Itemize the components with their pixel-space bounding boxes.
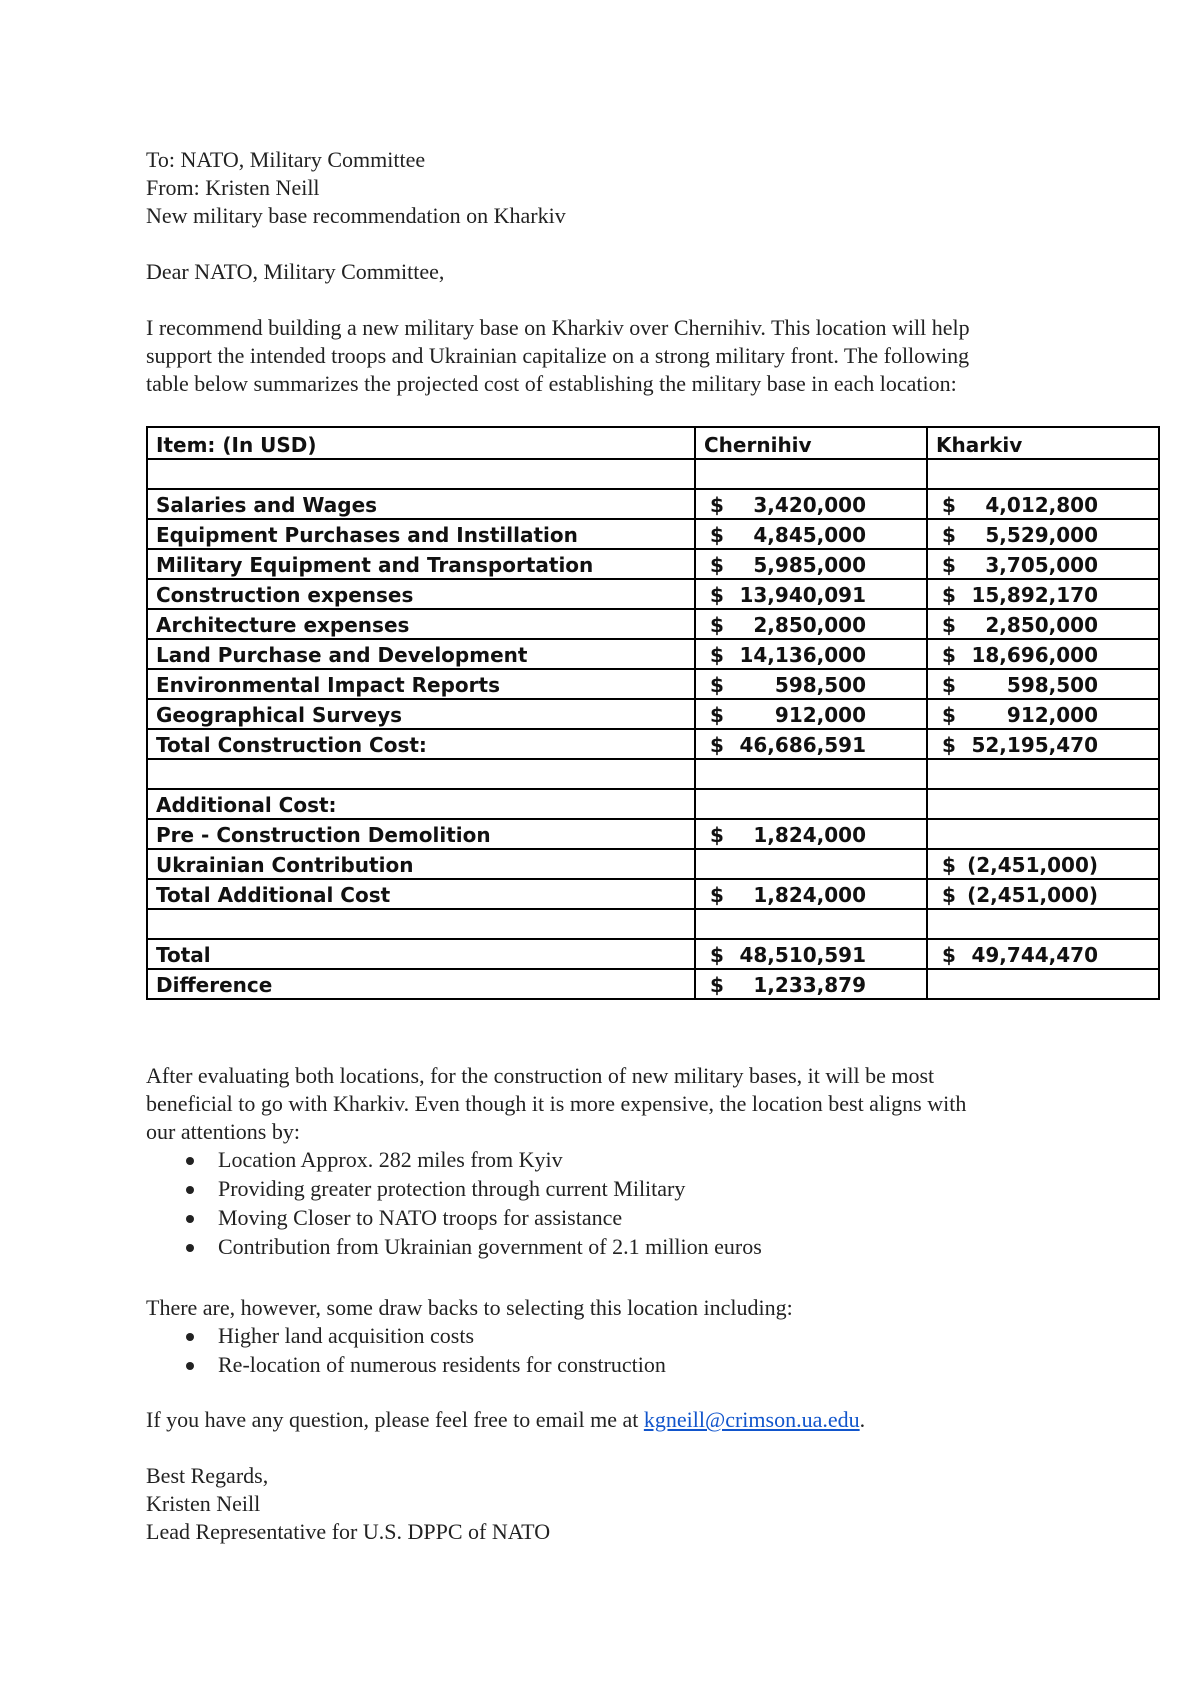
table-cell-item: Military Equipment and Transportation	[147, 549, 695, 579]
currency-symbol: $	[942, 643, 956, 667]
table-cell-chernihiv	[695, 909, 927, 939]
table-row	[147, 789, 1159, 819]
table-cell-kharkiv	[927, 639, 1159, 669]
currency-symbol: $	[942, 553, 956, 577]
money-value	[936, 582, 1150, 608]
money-value	[704, 672, 918, 698]
table-row	[147, 669, 1159, 699]
list-item-text: Providing greater protection through current Military	[218, 1176, 686, 1201]
table-cell-item	[147, 759, 695, 789]
money-value	[936, 552, 1150, 578]
memo-header	[146, 146, 566, 230]
table-cell-kharkiv	[927, 849, 1159, 879]
currency-symbol: $	[710, 943, 724, 967]
amount-value: 3,705,000	[985, 553, 1098, 577]
money-value	[936, 852, 1150, 878]
table-row	[147, 579, 1159, 609]
table-row	[147, 609, 1159, 639]
drawbacks-intro: There are, however, some draw backs to selecting this location including:	[146, 1295, 793, 1320]
table-cell-kharkiv	[927, 939, 1159, 969]
list-item	[146, 1233, 1046, 1262]
table-cell-item: Environmental Impact Reports	[147, 669, 695, 699]
table-cell-item: Salaries and Wages	[147, 489, 695, 519]
amount-value: 1,824,000	[753, 823, 866, 847]
money-value	[936, 492, 1150, 518]
amount-value: 912,000	[1006, 703, 1098, 727]
pros-list	[146, 1146, 1046, 1262]
money-value	[936, 672, 1150, 698]
table-cell-kharkiv	[927, 879, 1159, 909]
table-cell-chernihiv	[695, 639, 927, 669]
amount-value: 598,500	[774, 673, 866, 697]
conclusion-line: our attentions by:	[146, 1119, 300, 1144]
currency-symbol: $	[710, 673, 724, 697]
table-row	[147, 519, 1159, 549]
table-row	[147, 489, 1159, 519]
amount-value: 2,850,000	[753, 613, 866, 637]
table-cell-kharkiv	[927, 699, 1159, 729]
table-cell-item: Ukrainian Contribution	[147, 849, 695, 879]
money-value	[704, 552, 918, 578]
amount-value: 5,985,000	[753, 553, 866, 577]
money-value	[936, 732, 1150, 758]
to-line: To: NATO, Military Committee	[146, 147, 426, 172]
contact-line	[146, 1406, 865, 1434]
currency-symbol: $	[710, 493, 724, 517]
table-cell-chernihiv	[695, 549, 927, 579]
money-value	[936, 882, 1150, 908]
conclusion-line: After evaluating both locations, for the construction of new military bases, it will be most	[146, 1063, 935, 1088]
table-cell-kharkiv	[927, 729, 1159, 759]
signature-name: Kristen Neill	[146, 1491, 261, 1516]
money-value	[936, 612, 1150, 638]
table-cell-chernihiv	[695, 969, 927, 999]
table-cell-kharkiv	[927, 669, 1159, 699]
amount-value: 46,686,591	[739, 733, 866, 757]
table-cell-chernihiv	[695, 879, 927, 909]
amount-value: 4,845,000	[753, 523, 866, 547]
table-row	[147, 909, 1159, 939]
amount-value: 4,012,800	[985, 493, 1098, 517]
money-value	[704, 942, 918, 968]
table-cell-kharkiv	[927, 609, 1159, 639]
table-cell-item: Architecture expenses	[147, 609, 695, 639]
amount-value: (2,451,000)	[967, 853, 1098, 877]
table-cell-chernihiv	[695, 849, 927, 879]
list-item-text: Moving Closer to NATO troops for assistance	[218, 1205, 623, 1230]
contact-end: .	[859, 1407, 866, 1432]
currency-symbol: $	[710, 703, 724, 727]
table-row	[147, 939, 1159, 969]
conclusion-line: beneficial to go with Kharkiv. Even though it is more expensive, the location best aligns with	[146, 1091, 967, 1116]
money-value	[704, 522, 918, 548]
currency-symbol: $	[942, 523, 956, 547]
currency-symbol: $	[710, 823, 724, 847]
amount-value: 18,696,000	[971, 643, 1098, 667]
currency-symbol: $	[942, 943, 956, 967]
cons-list	[146, 1322, 1046, 1380]
table-row	[147, 879, 1159, 909]
table-cell-chernihiv	[695, 489, 927, 519]
table-cell-chernihiv	[695, 819, 927, 849]
table-cell-kharkiv	[927, 759, 1159, 789]
signature-title: Lead Representative for U.S. DPPC of NATO	[146, 1519, 551, 1544]
intro-line: table below summarizes the projected cost of establishing the military base in each location:	[146, 371, 957, 396]
table-cell-chernihiv	[695, 759, 927, 789]
amount-value: 598,500	[1006, 673, 1098, 697]
table-cell-chernihiv	[695, 939, 927, 969]
intro-line: I recommend building a new military base on Kharkiv over Chernihiv. This location will help	[146, 315, 970, 340]
list-item-text: Higher land acquisition costs	[218, 1323, 475, 1348]
currency-symbol: $	[942, 583, 956, 607]
header-kharkiv: Kharkiv	[927, 427, 1159, 459]
amount-value: 13,940,091	[739, 583, 866, 607]
table-cell-kharkiv	[927, 789, 1159, 819]
currency-symbol: $	[942, 673, 956, 697]
table-cell-chernihiv	[695, 669, 927, 699]
closing-block	[146, 1462, 550, 1546]
list-item-text: Re-location of numerous residents for construction	[218, 1352, 666, 1377]
table-cell-item: Pre - Construction Demolition	[147, 819, 695, 849]
from-line: From: Kristen Neill	[146, 175, 320, 200]
closing-regards: Best Regards,	[146, 1463, 269, 1488]
table-cell-item: Construction expenses	[147, 579, 695, 609]
amount-value: 2,850,000	[985, 613, 1098, 637]
list-item	[146, 1204, 1046, 1233]
amount-value: 14,136,000	[739, 643, 866, 667]
currency-symbol: $	[942, 703, 956, 727]
table-cell-kharkiv	[927, 819, 1159, 849]
table-cell-item: Additional Cost:	[147, 789, 695, 819]
list-item	[146, 1146, 1046, 1175]
money-value	[704, 822, 918, 848]
table-cell-chernihiv	[695, 699, 927, 729]
conclusion-paragraph	[146, 1062, 1076, 1146]
money-value	[704, 882, 918, 908]
amount-value: 912,000	[774, 703, 866, 727]
currency-symbol: $	[710, 733, 724, 757]
currency-symbol: $	[710, 613, 724, 637]
amount-value: 1,824,000	[753, 883, 866, 907]
money-value	[704, 582, 918, 608]
currency-symbol: $	[710, 553, 724, 577]
list-item-text: Location Approx. 282 miles from Kyiv	[218, 1147, 563, 1172]
table-header-row	[147, 427, 1159, 459]
amount-value: 52,195,470	[971, 733, 1098, 757]
table-cell-item: Geographical Surveys	[147, 699, 695, 729]
table-cell-kharkiv	[927, 969, 1159, 999]
table-cell-kharkiv	[927, 579, 1159, 609]
amount-value: 15,892,170	[971, 583, 1098, 607]
amount-value: 49,744,470	[971, 943, 1098, 967]
table-cell-kharkiv	[927, 489, 1159, 519]
amount-value: 5,529,000	[985, 523, 1098, 547]
intro-line: support the intended troops and Ukrainian capitalize on a strong military front. The following	[146, 343, 970, 368]
bullet-icon	[186, 1362, 194, 1370]
bullet-icon	[186, 1244, 194, 1252]
table-cell-item: Difference	[147, 969, 695, 999]
currency-symbol: $	[710, 523, 724, 547]
money-value	[704, 612, 918, 638]
money-value	[936, 522, 1150, 548]
table-row	[147, 639, 1159, 669]
table-cell-item: Land Purchase and Development	[147, 639, 695, 669]
currency-symbol: $	[942, 613, 956, 637]
intro-paragraph	[146, 314, 1076, 398]
table-cell-chernihiv	[695, 579, 927, 609]
table-cell-item: Total	[147, 939, 695, 969]
subject-line: New military base recommendation on Kharkiv	[146, 203, 566, 228]
money-value	[704, 702, 918, 728]
bullet-icon	[186, 1215, 194, 1223]
currency-symbol: $	[710, 883, 724, 907]
currency-symbol: $	[710, 973, 724, 997]
table-row	[147, 969, 1159, 999]
amount-value: (2,451,000)	[967, 883, 1098, 907]
bullet-icon	[186, 1186, 194, 1194]
currency-symbol: $	[942, 853, 956, 877]
money-value	[704, 492, 918, 518]
table-cell-item: Total Construction Cost:	[147, 729, 695, 759]
money-value	[936, 702, 1150, 728]
currency-symbol: $	[710, 583, 724, 607]
table-cell-kharkiv	[927, 549, 1159, 579]
table-cell-kharkiv	[927, 519, 1159, 549]
table-cell-chernihiv	[695, 789, 927, 819]
currency-symbol: $	[942, 493, 956, 517]
table-row	[147, 849, 1159, 879]
salutation: Dear NATO, Military Committee,	[146, 259, 445, 284]
table-row	[147, 729, 1159, 759]
list-item	[146, 1322, 1046, 1351]
amount-value: 1,233,879	[753, 973, 866, 997]
money-value	[704, 642, 918, 668]
table-row	[147, 819, 1159, 849]
amount-value: 3,420,000	[753, 493, 866, 517]
table-cell-chernihiv	[695, 729, 927, 759]
currency-symbol: $	[942, 733, 956, 757]
bullet-icon	[186, 1157, 194, 1165]
table-row	[147, 459, 1159, 489]
list-item	[146, 1351, 1046, 1380]
amount-value: 48,510,591	[739, 943, 866, 967]
money-value	[936, 942, 1150, 968]
contact-text: If you have any question, please feel free to email me at	[146, 1407, 644, 1432]
table-cell-chernihiv	[695, 459, 927, 489]
table-cell-item	[147, 459, 695, 489]
table-cell-kharkiv	[927, 459, 1159, 489]
table-cell-item	[147, 909, 695, 939]
table-cell-item: Equipment Purchases and Instillation	[147, 519, 695, 549]
table-cell-item: Total Additional Cost	[147, 879, 695, 909]
table-row	[147, 759, 1159, 789]
currency-symbol: $	[710, 643, 724, 667]
money-value	[936, 642, 1150, 668]
header-chernihiv: Chernihiv	[695, 427, 927, 459]
table-cell-kharkiv	[927, 909, 1159, 939]
currency-symbol: $	[942, 883, 956, 907]
table-cell-chernihiv	[695, 609, 927, 639]
cost-table	[146, 426, 1160, 1000]
list-item	[146, 1175, 1046, 1204]
bullet-icon	[186, 1333, 194, 1341]
table-cell-chernihiv	[695, 519, 927, 549]
list-item-text: Contribution from Ukrainian government of 2.1 million euros	[218, 1234, 762, 1259]
money-value	[704, 732, 918, 758]
table-row	[147, 549, 1159, 579]
table-row	[147, 699, 1159, 729]
money-value	[704, 972, 918, 998]
header-item: Item: (In USD)	[147, 427, 695, 459]
email-link[interactable]: kgneill@crimson.ua.edu	[643, 1407, 860, 1432]
